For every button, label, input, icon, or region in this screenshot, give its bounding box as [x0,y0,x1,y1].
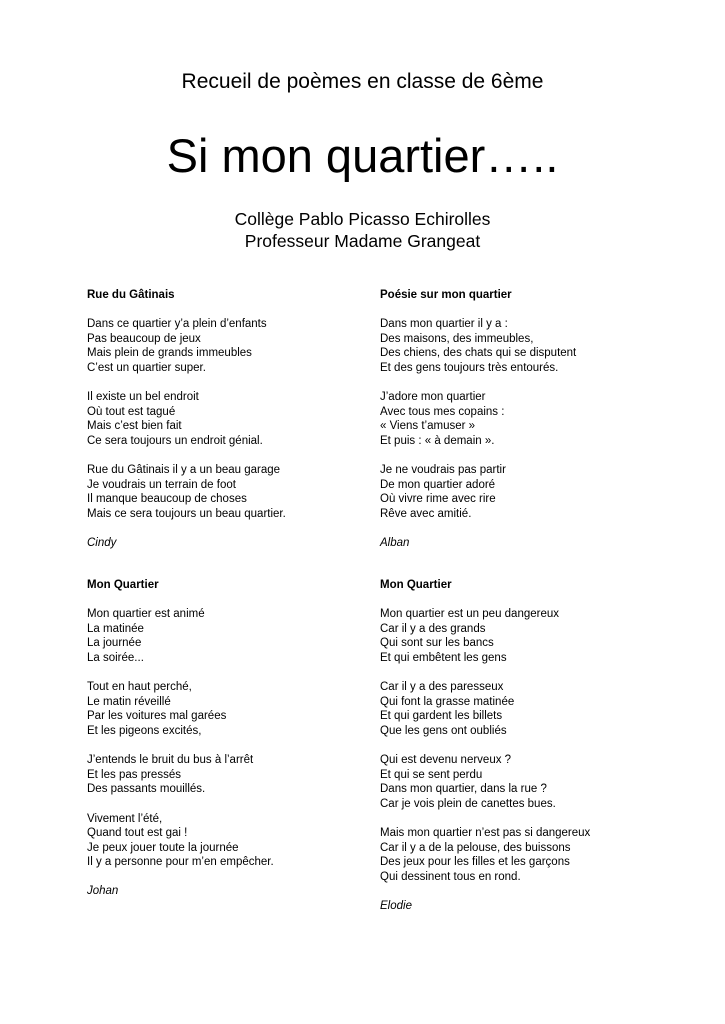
poem-line: Qui dessinent tous en rond. [380,870,521,883]
poem-line: Le matin réveillé [87,695,171,708]
poem-author: Alban [380,537,410,550]
poem-line: Il y a personne pour m’en empêcher. [87,856,274,869]
poem-line: Rêve avec amitié. [380,507,472,520]
poem-line: Et puis : « à demain ». [380,434,495,447]
poem-stanza [87,607,274,665]
poem-title: Mon Quartier [380,579,452,591]
poem-line: Et les pas pressés [87,768,181,781]
poem-line: Des maisons, des immeubles, [380,332,534,345]
poem-line: Où vivre rime avec rire [380,493,496,506]
poem-line: Que les gens ont oubliés [380,724,507,737]
poem-line: Mais plein de grands immeubles [87,347,252,360]
poem-stanza [380,607,590,665]
poem-line: Avec tous mes copains : [380,405,505,418]
poem-author: Cindy [87,537,117,550]
poem-line: Dans mon quartier, dans la rue ? [380,783,547,796]
poem-line: Rue du Gâtinais il y a un beau garage [87,464,281,477]
poem-line: Vivement l’été, [87,812,163,825]
poem-line: Qui sont sur les bancs [380,637,494,650]
poem-stanza [87,317,286,375]
poem-stanza [380,753,590,811]
poem-line: Des chiens, des chats qui se disputent [380,347,577,360]
poem-line: Et qui embêtent les gens [380,651,507,664]
poem-stanza [87,812,274,870]
poem-line: De mon quartier adoré [380,478,496,491]
poem-stanza [87,390,286,448]
poem-line: Dans ce quartier y’a plein d’enfants [87,318,267,331]
poem-line: J’adore mon quartier [380,391,486,404]
poem-line: Mon quartier est un peu dangereux [380,608,560,621]
poem-line: Je voudrais un terrain de foot [87,478,236,491]
poem-line: La matinée [87,622,144,635]
poem-line: Mon quartier est animé [87,608,205,621]
poem-line: La soirée... [87,651,144,664]
poem-line: Et qui gardent les billets [380,710,503,723]
poem-line: C’est un quartier super. [87,361,206,374]
poem-author: Elodie [380,900,412,913]
poem-line: Où tout est tagué [87,405,176,418]
poem-line: Qui est devenu nerveux ? [380,754,512,767]
poem-line: Mais c’est bien fait [87,420,182,433]
poem-line: Pas beaucoup de jeux [87,332,201,345]
poem-line: Car il y a des paresseux [380,681,504,694]
page-title: Si mon quartier….. [166,129,559,182]
poem-rue-du-gatinais [87,288,286,551]
poem-line: Et qui se sent perdu [380,768,483,781]
poem-mon-quartier-elodie [380,578,590,914]
poem-line: Qui font la grasse matinée [380,695,515,708]
poem-stanza [380,826,590,884]
collection-title: Recueil de poèmes en classe de 6ème [181,70,544,93]
poem-line: Mais ce sera toujours un beau quartier. [87,507,286,520]
poem-mon-quartier-johan [87,578,274,899]
poem-stanza [87,680,274,738]
poem-line: J’entends le bruit du bus à l’arrêt [87,754,254,767]
poem-line: Par les voitures mal garées [87,710,227,723]
poem-line: Car il y a des grands [380,622,486,635]
teacher-name: Professeur Madame Grangeat [244,231,481,251]
poem-poesie-sur-mon-quartier [380,288,576,551]
poem-stanza [87,753,274,797]
poem-line: Dans mon quartier il y a : [380,318,508,331]
poem-line: Il manque beaucoup de choses [87,493,247,506]
poem-line: Tout en haut perché, [87,681,192,694]
poem-stanza [380,680,590,738]
poem-line: Car je vois plein de canettes bues. [380,797,556,810]
poem-author: Johan [87,885,119,898]
poem-line: Il existe un bel endroit [87,391,199,404]
poem-stanza [380,390,576,448]
poem-line: Quand tout est gai ! [87,827,188,840]
poem-title: Rue du Gâtinais [87,289,175,301]
poem-line: Et les pigeons excités, [87,724,202,737]
poem-stanza [380,463,576,521]
poem-line: Des jeux pour les filles et les garçons [380,856,570,869]
poem-line: Je peux jouer toute la journée [87,841,239,854]
school-name: Collège Pablo Picasso Echirolles [234,209,491,229]
poem-line: « Viens t’amuser » [380,420,476,433]
poem-stanza [380,317,576,375]
poem-title: Poésie sur mon quartier [380,289,512,301]
poem-line: Ce sera toujours un endroit génial. [87,434,263,447]
poem-line: Je ne voudrais pas partir [380,464,506,477]
poem-stanza [87,463,286,521]
poem-line: Car il y a de la pelouse, des buissons [380,841,571,854]
poem-line: Mais mon quartier n’est pas si dangereux [380,827,591,840]
poem-line: Des passants mouillés. [87,783,206,796]
poem-title: Mon Quartier [87,579,159,591]
poem-line: Et des gens toujours très entourés. [380,361,559,374]
poem-line: La journée [87,637,142,650]
